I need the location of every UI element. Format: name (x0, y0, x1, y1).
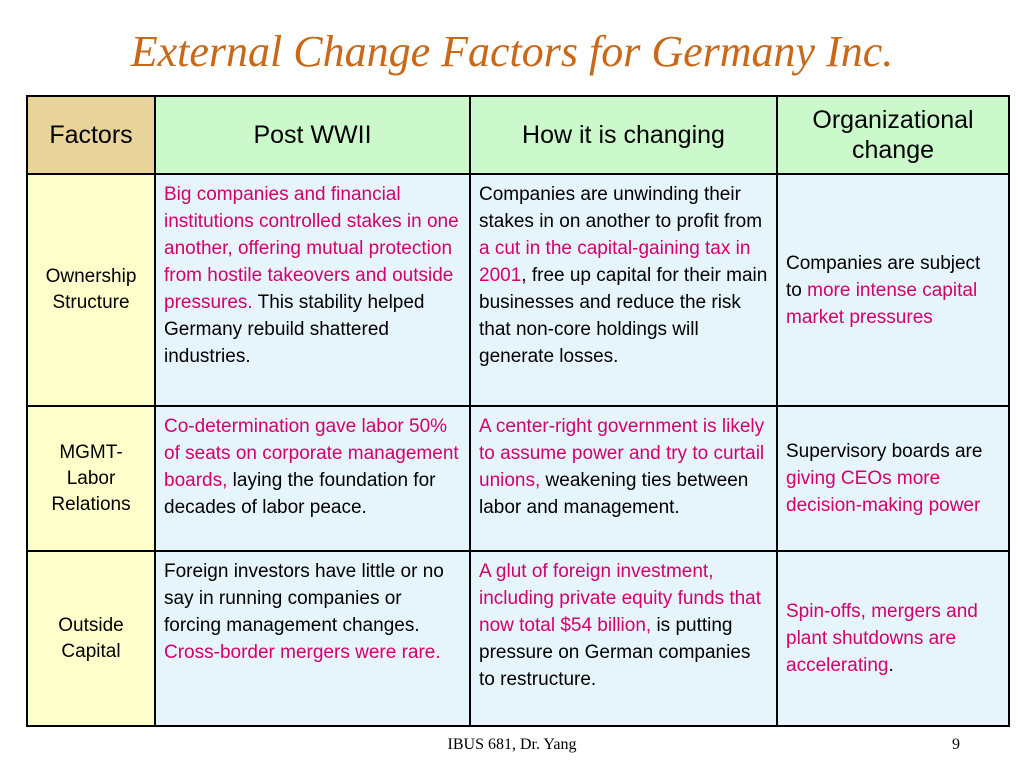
plain-text: is putting pressure on German companies to restructure. (479, 615, 751, 690)
plain-text: , free up capital for their main businesses and reduce the risk that non-core holdings will generate losses. (479, 265, 768, 367)
highlight-text: Spin-offs, mergers and plant shutdowns are accelerating (786, 601, 978, 676)
header-how-changing: How it is changing (470, 96, 777, 174)
header-post-wwii: Post WWII (155, 96, 470, 174)
highlight-text: Cross-border mergers were rare. (164, 642, 441, 663)
highlight-text: more intense capital market pressures (786, 279, 978, 328)
org-change-cell (777, 174, 1009, 406)
how-changing-cell (470, 406, 777, 551)
plain-text: laying the foundation for decades of labor peace. (164, 470, 436, 518)
footer-course: IBUS 681, Dr. Yang (447, 736, 577, 753)
slide-title: External Change Factors for Germany Inc. (130, 27, 894, 76)
highlight-text: Co-determination gave labor 50% of seats on corporate management boards, (164, 416, 459, 491)
plain-text: This stability helped Germany rebuild shattered industries. (164, 292, 425, 367)
factor-mgmt-labor-relations: MGMT-Labor Relations (27, 406, 155, 551)
plain-text: weakening ties between labor and management. (479, 470, 749, 518)
highlight-text: giving CEOs more decision-making power (786, 468, 981, 516)
plain-text: Companies are subject to (786, 252, 981, 301)
post-wwii-cell (155, 406, 470, 551)
highlight-text: a cut in the capital-gaining tax in 2001 (479, 238, 751, 286)
org-change-cell (777, 551, 1009, 726)
header-factors: Factors (27, 96, 155, 174)
factor-ownership-structure: Ownership Structure (27, 174, 155, 406)
org-change-cell (777, 406, 1009, 551)
table-row (27, 406, 1009, 551)
table-row (27, 174, 1009, 406)
highlight-text: A glut of foreign investment, including private equity funds that now total $54 billion, (479, 561, 762, 636)
plain-text: Companies are unwinding their stakes in on another to profit from (479, 184, 763, 232)
how-changing-cell (470, 551, 777, 726)
header-organizational-change: Organizational change (777, 96, 1009, 174)
factor-outside-capital: Outside Capital (27, 551, 155, 726)
highlight-text: A center-right government is likely to assume power and try to curtail unions, (479, 416, 765, 491)
factors-table (26, 95, 1010, 727)
post-wwii-cell (155, 174, 470, 406)
table-row (27, 551, 1009, 726)
plain-text: Supervisory boards are (786, 441, 983, 462)
footer-page-number: 9 (952, 736, 960, 753)
table-header-row (27, 96, 1009, 174)
highlight-text: Big companies and financial institutions controlled stakes in one another, offering mutual protection from hostile takeovers and outside pressures. (164, 184, 459, 313)
plain-text: Foreign investors have little or no say in running companies or forcing management changes. (164, 561, 444, 636)
post-wwii-cell (155, 551, 470, 726)
plain-text: . (888, 655, 894, 676)
how-changing-cell (470, 174, 777, 406)
